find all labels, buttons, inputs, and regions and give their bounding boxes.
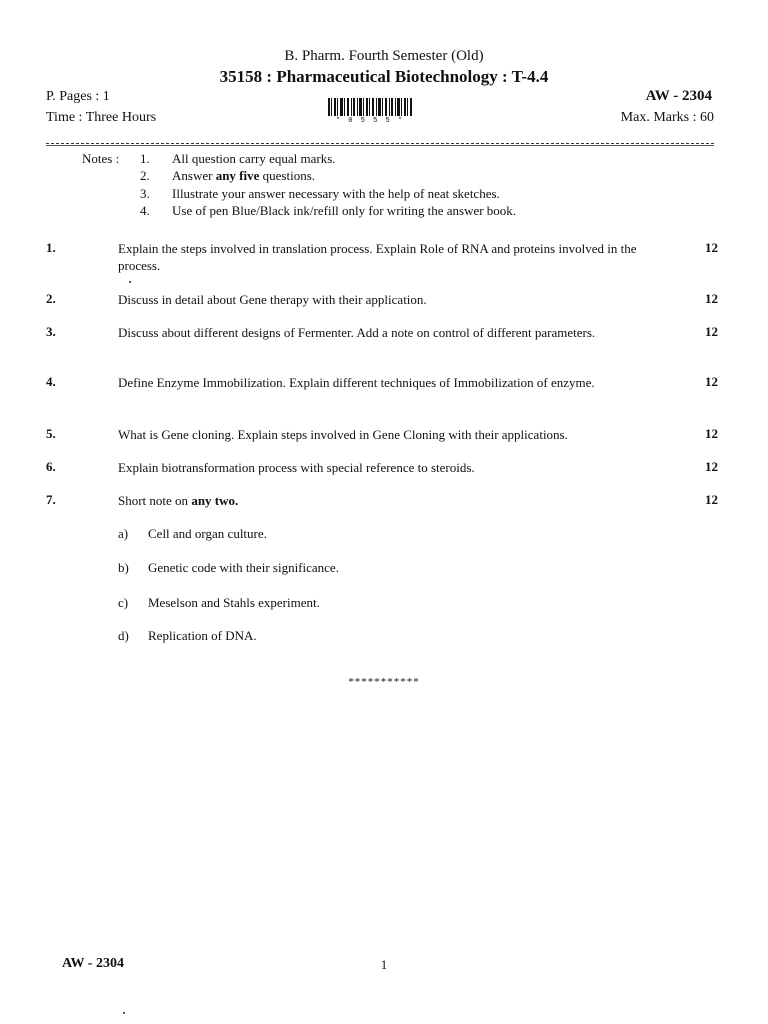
question-number: 2.: [46, 291, 56, 306]
sub-item: [0, 560, 768, 578]
question-marks: 12: [705, 492, 718, 507]
question-number: 5.: [46, 426, 56, 441]
question-number: 1.: [46, 240, 56, 255]
sub-item-text: Meselson and Stahls experiment.: [148, 595, 320, 610]
paper-code: AW - 2304: [645, 88, 712, 104]
question-row: [0, 240, 768, 280]
question-text: What is Gene cloning. Explain steps involved in Gene Cloning with their applications.: [118, 427, 568, 442]
notes-label: Notes :: [82, 151, 120, 166]
semester-heading: B. Pharm. Fourth Semester (Old): [284, 48, 484, 64]
note-number: 1.: [140, 151, 150, 166]
page-count: P. Pages : 1: [46, 89, 110, 104]
header-divider-solid: [46, 145, 714, 146]
paper-title: 35158 : Pharmaceutical Biotechnology : T-4.4: [219, 67, 549, 86]
stray-mark: [129, 281, 131, 283]
note-number: 3.: [140, 186, 150, 201]
sub-item: [0, 628, 768, 646]
sub-item-text: Replication of DNA.: [148, 628, 257, 643]
question-text: Explain the steps involved in translation process. Explain Role of RNA and proteins involved in the process.: [118, 241, 637, 273]
question-row: [0, 374, 768, 414]
note-text-suffix: questions.: [259, 168, 316, 183]
question-marks: 12: [705, 426, 718, 441]
question-number: 7.: [46, 492, 56, 507]
question-text-prefix: Short note on: [118, 493, 192, 508]
sub-item: [0, 526, 768, 544]
sub-item-text: Cell and organ culture.: [148, 526, 267, 541]
question-text: Define Enzyme Immobilization. Explain different techniques of Immobilization of enzyme.: [118, 375, 595, 390]
max-marks: Max. Marks : 60: [620, 110, 714, 125]
note-text: Illustrate your answer necessary with the help of neat sketches.: [172, 186, 500, 201]
sub-item-text: Genetic code with their significance.: [148, 560, 339, 575]
question-text: Discuss in detail about Gene therapy with their application.: [118, 292, 427, 307]
question-marks: 12: [705, 324, 718, 339]
question-marks: 12: [705, 291, 718, 306]
sub-item-label: c): [118, 595, 129, 610]
note-text: All question carry equal marks.: [172, 151, 336, 166]
note-item: [140, 168, 315, 184]
note-text-prefix: Answer: [172, 168, 216, 183]
question-text: Discuss about different designs of Fermenter. Add a note on control of different parameters.: [118, 325, 596, 340]
barcode-number: * 0 5 5 5 *: [335, 117, 405, 125]
question-text: Explain biotransformation process with special reference to steroids.: [118, 460, 475, 475]
barcode-icon: [328, 98, 412, 124]
note-item: [140, 186, 500, 202]
question-number: 6.: [46, 459, 56, 474]
note-text: Use of pen Blue/Black ink/refill only for writing the answer book.: [172, 203, 517, 218]
question-marks: 12: [705, 459, 718, 474]
note-text-emphasis: any five: [215, 168, 260, 183]
question-row: [0, 324, 768, 364]
page-number: 1: [380, 957, 388, 972]
note-number: 4.: [140, 203, 150, 218]
sub-item-label: d): [118, 628, 129, 643]
question-marks: 12: [705, 374, 718, 389]
question-number: 4.: [46, 374, 56, 389]
stray-mark: [123, 1012, 125, 1014]
question-marks: 12: [705, 240, 718, 255]
sub-item-label: a): [118, 526, 129, 541]
question-number: 3.: [46, 324, 56, 339]
time-allowed: Time : Three Hours: [46, 110, 157, 125]
note-item: [140, 203, 516, 219]
question-text-emphasis: any two.: [191, 493, 239, 508]
header-divider: [46, 143, 714, 144]
end-of-paper-marker: ***********: [348, 676, 420, 688]
sub-item: [0, 595, 768, 613]
note-item: [140, 151, 336, 167]
note-number: 2.: [140, 168, 150, 183]
sub-item-label: b): [118, 560, 129, 575]
footer-paper-code: AW - 2304: [62, 956, 124, 971]
question-text: [118, 492, 653, 509]
